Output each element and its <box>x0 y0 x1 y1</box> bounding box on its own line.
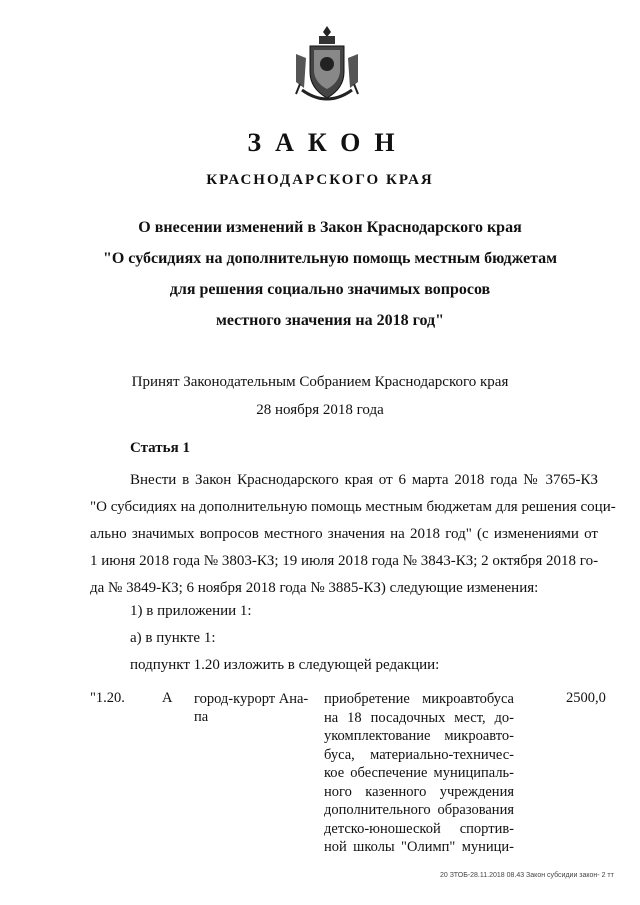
purpose-line: укомплектование микроавто- <box>324 728 514 744</box>
body-line: да № 3849-КЗ; 6 ноября 2018 года № 3885-КЗ) следующие изменения: <box>90 580 539 596</box>
body-line: Внести в Закон Краснодарского края от 6 марта 2018 года № 3765-КЗ <box>130 472 598 488</box>
purpose-line: приобретение микроавтобуса <box>324 691 514 707</box>
body-line: "О субсидиях на дополнительную помощь местным бюджетам для решения соци- <box>90 499 616 515</box>
coat-of-arms-icon <box>292 24 362 108</box>
law-title: ЗАКОН <box>247 128 409 157</box>
purpose-line: детско-юношеской спортив- <box>324 820 514 837</box>
article-body <box>90 467 616 602</box>
body-line: 1 июня 2018 года № 3803-КЗ; 19 июля 2018 года № 3843-КЗ; 2 октября 2018 го- <box>90 553 599 569</box>
purpose-line: ной школы "Олимп" муници- <box>324 839 514 855</box>
body-line: ально значимых вопросов местного значения на 2018 год" (с изменениями от <box>90 526 598 542</box>
document-footer: 20 ЗТОБ-28.11.2018 08.43 Закон субсидии закон- 2 тт <box>440 872 614 879</box>
list-item: а) в пункте 1: <box>130 630 216 646</box>
row-number: "1.20. <box>90 690 125 706</box>
adoption-date: 28 ноября 2018 года <box>256 402 384 418</box>
adoption-note <box>40 368 600 424</box>
purpose-line: буса, материально-техничес- <box>324 746 514 763</box>
row-amount: 2500,0 <box>566 690 606 706</box>
row-municipality <box>194 690 312 726</box>
subject-line: О внесении изменений в Закон Краснодарского края <box>138 219 522 236</box>
subject-line: местного значения на 2018 год" <box>215 312 445 329</box>
row-purpose <box>324 690 514 857</box>
adoption-line: Принят Законодательным Собранием Краснодарского края <box>131 374 509 390</box>
purpose-line: кое обеспечение муниципаль- <box>324 765 514 781</box>
region-title: КРАСНОДАРСКОГО КРАЯ <box>206 172 434 188</box>
municipality-line: город-курорт Ана- <box>194 691 309 707</box>
purpose-line: на 18 посадочных мест, до- <box>324 709 514 726</box>
law-subject <box>60 212 600 336</box>
purpose-line: ного казенного учреждения <box>324 783 514 800</box>
purpose-line: дополнительного образования <box>324 802 514 818</box>
article-heading: Статья 1 <box>130 440 190 456</box>
subject-line: "О субсидиях на дополнительную помощь местным бюджетам <box>102 250 558 267</box>
row-letter: А <box>162 690 173 706</box>
municipality-line: па <box>194 709 209 725</box>
list-item: подпункт 1.20 изложить в следующей редакции: <box>130 657 440 673</box>
list-item: 1) в приложении 1: <box>130 603 252 619</box>
subject-line: для решения социально значимых вопросов <box>169 281 491 298</box>
